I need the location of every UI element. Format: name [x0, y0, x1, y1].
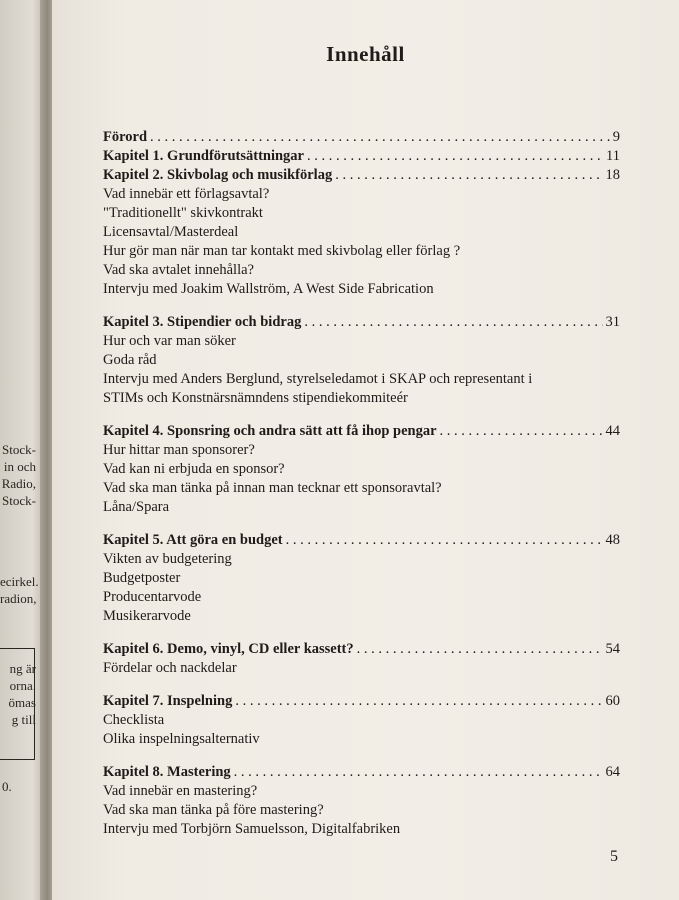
- dot-leader: [307, 147, 603, 166]
- toc-entry-title: Kapitel 1. Grundförutsättningar: [103, 148, 304, 164]
- toc-subentry: Budgetposter: [103, 570, 181, 586]
- toc-entry-page: 9: [612, 129, 620, 145]
- dot-leader: [235, 692, 602, 711]
- dot-leader: [357, 640, 603, 659]
- toc-subentry: Fördelar och nackdelar: [103, 660, 237, 676]
- toc-chapter: [103, 147, 620, 166]
- toc-chapter: [103, 640, 620, 678]
- toc-subentry: Intervju med Anders Berglund, styrelseledamot i SKAP och representant i: [103, 371, 533, 387]
- toc-entry: [103, 147, 620, 166]
- left-line: ng är: [9, 661, 36, 676]
- toc-entry-title: Förord: [103, 129, 148, 145]
- toc-subentry: Musikerarvode: [103, 608, 191, 624]
- toc-subentry: Hur gör man när man tar kontakt med skivbolag eller förlag ?: [103, 243, 461, 259]
- toc-subentry: Hur och var man söker: [103, 333, 236, 349]
- toc-entry-title: Kapitel 4. Sponsring och andra sätt att få ihop pengar: [103, 423, 437, 439]
- toc-subentry: Vad ska man tänka på före mastering?: [103, 802, 324, 818]
- toc-entry-page: 48: [605, 532, 620, 548]
- left-line: Stock-: [2, 493, 36, 508]
- toc-entry-title: Kapitel 8. Mastering: [103, 764, 231, 780]
- toc-entry-title: Kapitel 2. Skivbolag och musikförlag: [103, 167, 333, 183]
- page-number: 5: [610, 848, 618, 865]
- left-line: ecirkel.: [0, 574, 39, 589]
- toc-entry-page: 18: [605, 167, 620, 183]
- toc-entry-title: Kapitel 7. Inspelning: [103, 693, 233, 709]
- left-line: ömas: [8, 695, 36, 710]
- toc-subentry: Checklista: [103, 712, 165, 728]
- toc-entry: [103, 531, 620, 550]
- table-of-contents: [103, 128, 620, 853]
- left-page-text-top: [0, 441, 36, 509]
- toc-entry-page: 60: [605, 693, 620, 709]
- toc-subentry: Vad innebär ett förlagsavtal?: [103, 186, 270, 202]
- page-title: Innehåll: [326, 42, 405, 66]
- toc-subentry: Vad innebär en mastering?: [103, 783, 258, 799]
- left-line: g till: [11, 712, 36, 727]
- toc-entry: [103, 640, 620, 659]
- toc-subentry: Vad ska avtalet innehålla?: [103, 262, 254, 278]
- dot-leader: [286, 531, 603, 550]
- toc-subentry: STIMs och Konstnärsnämndens stipendiekommiteér: [103, 390, 408, 406]
- toc-entry-title: Kapitel 3. Stipendier och bidrag: [103, 314, 302, 330]
- left-line: in och: [3, 459, 36, 474]
- toc-entry: [103, 313, 620, 332]
- left-line: radion,: [0, 591, 37, 606]
- left-page-text-bottom: [0, 778, 38, 795]
- dot-leader: [335, 166, 602, 185]
- toc-entry: [103, 128, 620, 147]
- book-page: [52, 0, 679, 900]
- dot-leader: [304, 313, 602, 332]
- toc-entry-title: Kapitel 5. Att göra en budget: [103, 532, 283, 548]
- toc-entry: [103, 422, 620, 441]
- left-line: 0.: [2, 779, 12, 794]
- toc-subentry: Intervju med Joakim Wallström, A West Side Fabrication: [103, 281, 434, 297]
- toc-subentry: "Traditionellt" skivkontrakt: [103, 205, 263, 221]
- dot-leader: [150, 128, 610, 147]
- toc-subentry: Intervju med Torbjörn Samuelsson, Digitalfabriken: [103, 821, 401, 837]
- toc-entry-page: 31: [605, 314, 620, 330]
- toc-entry: [103, 166, 620, 185]
- left-page-box-text: [0, 660, 36, 728]
- toc-entry-page: 11: [606, 148, 620, 164]
- toc-entry-title: Kapitel 6. Demo, vinyl, CD eller kassett?: [103, 641, 354, 657]
- left-line: Radio,: [1, 476, 36, 491]
- toc-entry: [103, 763, 620, 782]
- toc-entry: [103, 692, 620, 711]
- toc-subentry: Olika inspelningsalternativ: [103, 731, 260, 747]
- toc-chapter: [103, 166, 620, 299]
- toc-entry-page: 44: [605, 423, 620, 439]
- toc-subentry: Licensavtal/Masterdeal: [103, 224, 239, 240]
- left-page-text-mid: [0, 573, 39, 607]
- toc-chapter: [103, 128, 620, 147]
- toc-subentry: Vikten av budgetering: [103, 551, 232, 567]
- toc-entry-page: 64: [605, 764, 620, 780]
- toc-chapter: [103, 531, 620, 626]
- dot-leader: [440, 422, 603, 441]
- left-line: orna.: [9, 678, 36, 693]
- toc-subentry: Hur hittar man sponsorer?: [103, 442, 255, 458]
- toc-entry-page: 54: [605, 641, 620, 657]
- toc-subentry: Låna/Spara: [103, 499, 170, 515]
- toc-chapter: [103, 422, 620, 517]
- toc-subentry: Vad kan ni erbjuda en sponsor?: [103, 461, 285, 477]
- dot-leader: [234, 763, 603, 782]
- left-line: Stock-: [2, 442, 36, 457]
- toc-subentry: Producentarvode: [103, 589, 202, 605]
- toc-subentry: Goda råd: [103, 352, 157, 368]
- toc-chapter: [103, 313, 620, 408]
- toc-chapter: [103, 692, 620, 749]
- toc-chapter: [103, 763, 620, 839]
- toc-subentry: Vad ska man tänka på innan man tecknar ett sponsoravtal?: [103, 480, 442, 496]
